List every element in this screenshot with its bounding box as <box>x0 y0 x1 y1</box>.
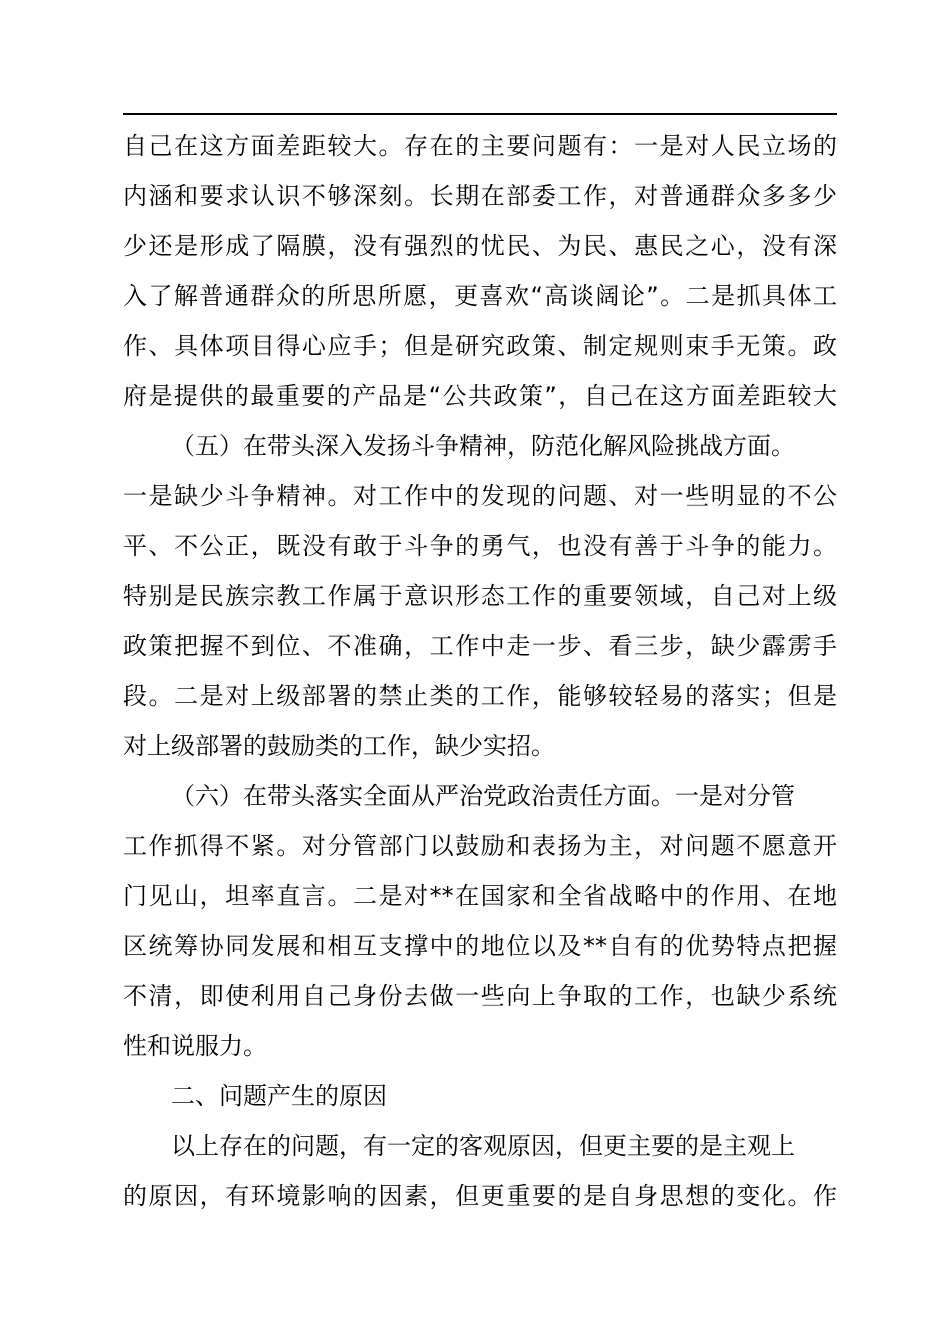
text-line: 一是缺少斗争精神。对工作中的发现的问题、对一些明显的不公 <box>123 482 837 510</box>
text-line: 内涵和要求认识不够深刻。长期在部委工作，对普通群众多多少 <box>123 182 837 210</box>
section-heading-6: （六）在带头落实全面从严治党政治责任方面。一是对分管 <box>171 782 795 810</box>
text-line: 不清，即使利用自己身份去做一些向上争取的工作，也缺少系统 <box>123 982 837 1010</box>
section-title-causes: 二、问题产生的原因 <box>171 1082 387 1110</box>
text-line: 段。二是对上级部署的禁止类的工作，能够较轻易的落实；但是 <box>123 682 837 710</box>
text-line: 府是提供的最重要的产品是“公共政策”，自己在这方面差距较大 <box>123 382 837 410</box>
text-line: 区统筹协同发展和相互支撑中的地位以及**自有的优势特点把握 <box>123 932 837 960</box>
text-line: 对上级部署的鼓励类的工作，缺少实招。 <box>123 732 555 760</box>
text-line: 工作抓得不紧。对分管部门以鼓励和表扬为主，对问题不愿意开 <box>123 832 837 860</box>
text-line: 作、具体项目得心应手；但是研究政策、制定规则束手无策。政 <box>123 332 837 360</box>
text-line: 以上存在的问题，有一定的客观原因，但更主要的是主观上 <box>171 1132 795 1160</box>
text-line: 平、不公正，既没有敢于斗争的勇气，也没有善于斗争的能力。 <box>123 532 837 560</box>
text-line: 性和说服力。 <box>123 1032 267 1060</box>
text-line: 入了解普通群众的所思所愿，更喜欢“高谈阔论”。二是抓具体工 <box>123 282 837 310</box>
text-line: 少还是形成了隔膜，没有强烈的忧民、为民、惠民之心，没有深 <box>123 232 837 260</box>
text-line: 特别是民族宗教工作属于意识形态工作的重要领域，自己对上级 <box>123 582 837 610</box>
text-line: 政策把握不到位、不准确，工作中走一步、看三步，缺少霹雳手 <box>123 632 837 660</box>
document-body <box>123 121 843 1221</box>
text-line: 门见山，坦率直言。二是对**在国家和全省战略中的作用、在地 <box>123 882 837 910</box>
text-line: 自己在这方面差距较大。存在的主要问题有：一是对人民立场的 <box>123 132 837 160</box>
text-line: 的原因，有环境影响的因素，但更重要的是自身思想的变化。作 <box>123 1182 837 1210</box>
section-heading-5: （五）在带头深入发扬斗争精神，防范化解风险挑战方面。 <box>171 432 795 460</box>
header-rule <box>123 113 837 115</box>
